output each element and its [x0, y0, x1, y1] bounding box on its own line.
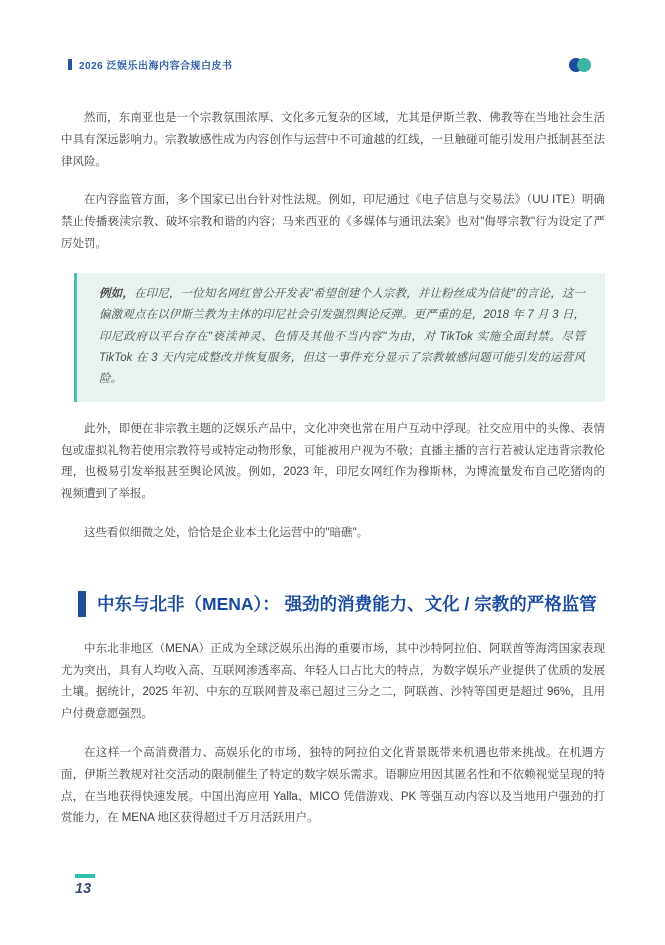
logo-teal-circle	[577, 58, 591, 72]
section-heading-mena: 中东与北非（MENA）： 强劲的消费能力、文化 / 宗教的严格监管	[78, 591, 605, 617]
body-paragraph-5: 中东北非地区（MENA）正成为全球泛娱乐出海的重要市场，其中沙特阿拉伯、阿联酋等海湾国家表现尤为突出，具有人均收入高、互联网渗透率高、年轻人口占比大的特点，为数字娱乐产业提供了优质的发展土壤。据统计，2025 年初、中东的互联网普及率已超过三分之二，阿联酋、沙特等国更是超过 96%，且用户付费意愿强烈。	[61, 642, 605, 721]
footer-accent-bar	[75, 874, 95, 878]
page-number: 13	[75, 881, 92, 897]
page-header	[68, 57, 591, 72]
body-paragraph-6: 在这样一个高消费潜力、高娱乐化的市场，独特的阿拉伯文化背景既带来机遇也带来挑战。在机遇方面，伊斯兰教规对社交活动的限制催生了特定的数字娱乐需求。语聊应用因其匿名性和不依赖视觉呈现的特点，在当地获得快速发展。中国出海应用 Yalla、MICO 凭借游戏、PK 等强互动内容以及当地用户强劲的打赏能力，在 MENA 地区获得超过千万月活跃用户。	[61, 746, 605, 825]
header-title: 2026 泛娱乐出海内容合规白皮书	[79, 61, 233, 72]
body-paragraph-1: 然而，东南亚也是一个宗教氛围浓厚、文化多元复杂的区域，尤其是伊斯兰教、佛教等在当地社会生活中具有深远影响力。宗教敏感性成为内容创作与运营中不可逾越的红线，一旦触碰可能引发用户抵制甚至法律风险。	[61, 112, 605, 168]
callout-lead-label: 例如，	[99, 287, 134, 300]
brand-logo-icon	[569, 58, 591, 72]
example-callout-box	[74, 273, 605, 402]
page-footer	[75, 874, 95, 897]
body-paragraph-4: 这些看似细微之处，恰恰是企业本土化运营中的"暗礁"。	[84, 527, 369, 539]
callout-text: 在印尼，一位知名网红曾公开发表"希望创建个人宗教，并让粉丝成为信徒"的言论，这一偏激观点在以伊斯兰教为主体的印尼社会引发强烈舆论反弹。更严重的是，2018 年 7 月 3 日，印尼政府以平台存在"亵渎神灵、色情及其他不当内容"为由，对 TikTok 实施全面封禁。尽管 TikTok 在 3 天内完成整改并恢复服务，但这一事件充分显示了宗教敏感问题可能引发的运营风险。	[99, 287, 585, 386]
page-content	[61, 108, 605, 847]
header-accent-bar	[68, 59, 72, 70]
body-paragraph-3: 此外，即便在非宗教主题的泛娱乐产品中，文化冲突也常在用户互动中浮现。社交应用中的头像、表情包或虚拟礼物若使用宗教符号或特定动物形象，可能被用户视为不敬；直播主播的言行若被认定违背宗教伦理，也极易引发举报甚至舆论风波。例如，2023 年，印尼女网红作为穆斯林，为博流量发布自己吃猪肉的视频遭到了举报。	[61, 422, 605, 501]
body-paragraph-2: 在内容监管方面，多个国家已出台针对性法规。例如，印尼通过《电子信息与交易法》（UU ITE）明确禁止传播亵渎宗教、破坏宗教和谐的内容；马来西亚的《多媒体与通讯法案》也对"侮辱宗教"行为设定了严厉处罚。	[61, 194, 605, 250]
